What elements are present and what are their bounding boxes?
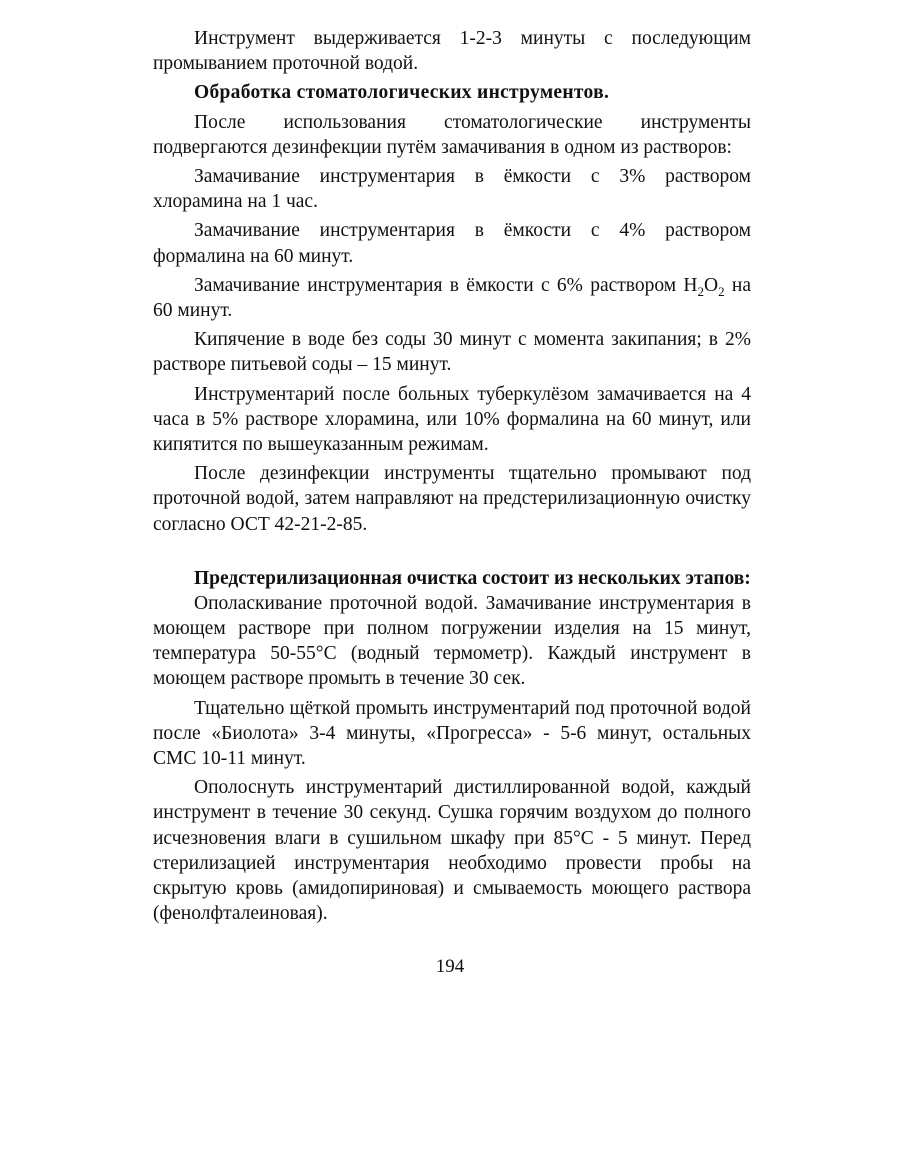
page-number: 194	[435, 956, 465, 977]
subscript-2-h: 2	[697, 283, 704, 299]
peroxide-text-o: O	[704, 274, 719, 296]
paragraph-distilled-rinse: Ополоснуть инструментарий дистиллированной водой, каждый инструмент в течение 30 секунд. Сушка горячим воздухом до полного исчезновения влаги в сушильном шкафу при 85°С - 5 минут. Перед стерилизацией инструментария необходимо провести пробы на скрытую кровь (амидопириновая) и смываемость моющего раствора (фенолфталеиновая).	[153, 777, 751, 925]
paragraph-formalin: Замачивание инструментария в ёмкости с 4% раствором формалина на 60 минут.	[153, 220, 751, 267]
paragraph-brushing: Тщательно щёткой промыть инструментарий под проточной водой после «Биолота» 3-4 минуты, «Прогресса» - 5-6 минут, остальных СМС 10-11 минут.	[153, 697, 751, 770]
paragraph-instrument-hold: Инструмент выдерживается 1-2-3 минуты с последующим промыванием проточной водой.	[153, 28, 751, 75]
heading-dental-instruments: Обработка стоматологических инструментов.	[194, 82, 610, 104]
subscript-2-o: 2	[718, 283, 725, 299]
paragraph-after-disinfection: После дезинфекции инструменты тщательно промывают под проточной водой, затем направляют на предстерилизационную очистку согласно ОСТ 42-21-2-85.	[153, 463, 751, 535]
page-text	[153, 26, 751, 931]
peroxide-text-a: Замачивание инструментария в ёмкости с 6% раствором H	[194, 274, 698, 296]
paragraph-disinfection-intro: После использования стоматологические инструменты подвергаются дезинфекции путём замачивания в одном из растворов:	[153, 111, 751, 158]
heading-presterilization: Предстерилизационная очистка состоит из нескольких этапов:	[194, 567, 751, 589]
paragraph-boiling: Кипячение в воде без соды 30 минут с момента закипания; в 2% растворе питьевой соды – 15 минут.	[153, 329, 751, 376]
paragraph-peroxide	[153, 273, 751, 323]
peroxide-text-c: на 60 минут.	[153, 274, 751, 322]
paragraph-chloramine: Замачивание инструментария в ёмкости с 3% раствором хлорамина на 1 час.	[153, 166, 751, 213]
paragraph-rinsing: Ополаскивание проточной водой. Замачивание инструментария в моющем растворе при полном погружении изделия на 15 минут, температура 50-55°С (водный термометр). Каждый инструмент в моющем растворе промыть в течение 30 сек.	[153, 592, 751, 690]
paragraph-tuberculosis: Инструментарий после больных туберкулёзом замачивается на 4 часа в 5% растворе хлорамина, или 10% формалина на 60 минут, или кипятится по вышеуказанным режимам.	[153, 383, 751, 456]
